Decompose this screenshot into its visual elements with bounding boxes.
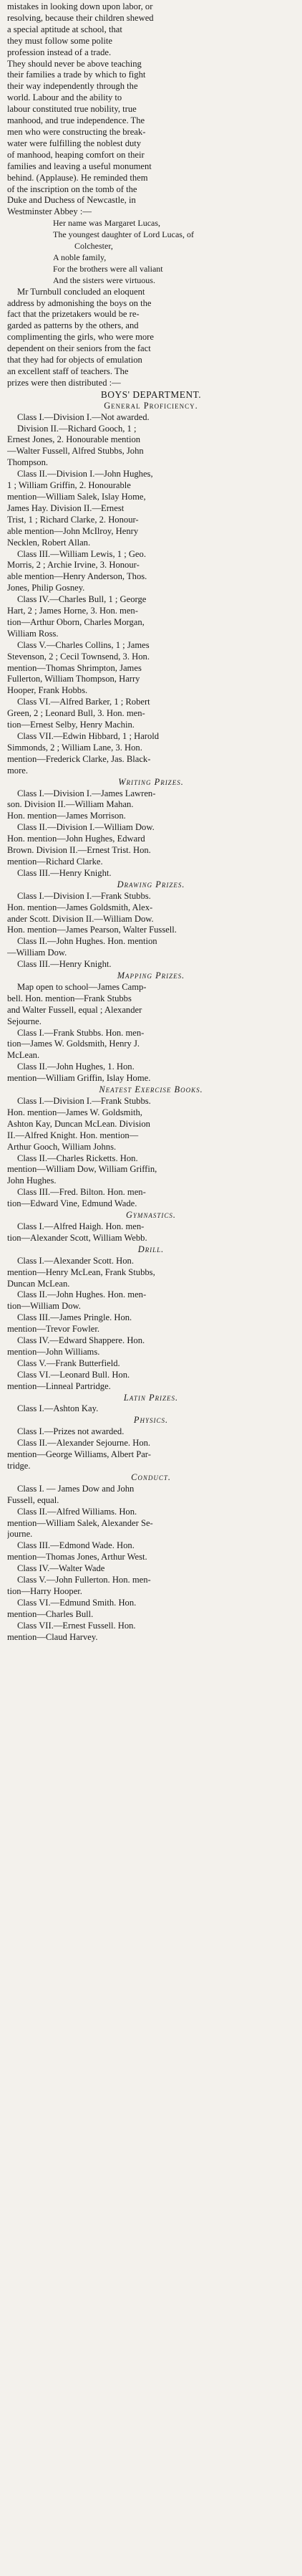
text-line: Class II.—Alexander Sejourne. Hon. <box>17 1438 151 1449</box>
text-line: Class II.—Alfred Williams. Hon. <box>17 1506 137 1517</box>
text-line: Class II.—John Hughes. Hon. men- <box>17 1289 147 1300</box>
text-line: men who were constructing the break- <box>7 126 146 137</box>
text-line: manhood, and true independence. The <box>7 115 145 126</box>
text-line: tion—Ernest Selby, Henry Machin. <box>7 720 135 730</box>
text-line: Class I.—Frank Stubbs. Hon. men- <box>17 1027 145 1038</box>
text-line: Class III.—Fred. Bilton. Hon. men- <box>17 1187 146 1198</box>
text-line: Class II.—Division I.—William Dow. <box>17 822 155 833</box>
text-line: tion—Alexander Scott, William Webb. <box>7 1232 147 1243</box>
text-line: of the inscription on the tomb of the <box>7 183 137 194</box>
text-line: Hon. mention—James Pearson, Walter Fussell. <box>7 925 177 935</box>
text-line: their families a trade by which to fight <box>7 70 146 80</box>
text-line: prizes were then distributed :— <box>7 377 121 388</box>
text-line: Ashton Kay, Duncan McLean. Division <box>7 1118 150 1129</box>
text-line: mention—John Williams. <box>7 1346 100 1357</box>
text-line: Class I.—Prizes not awarded. <box>17 1426 125 1437</box>
text-line: Hon. mention—James W. Goldsmith, <box>7 1107 142 1117</box>
text-line: Class III.—Henry Knight. <box>17 959 112 970</box>
text-line: and Walter Fussell, equal ; Alexander <box>7 1004 142 1015</box>
text-line: Class I.—Division I.—Frank Stubbs. <box>17 890 151 901</box>
text-line: Class I.—Division I.—Frank Stubbs. <box>17 1096 151 1106</box>
text-line: more. <box>7 765 29 776</box>
text-line: tion—Harry Hooper. <box>7 1585 82 1596</box>
text-line: Thompson. <box>7 457 49 468</box>
text-line: Class V.—Frank Butterfield. <box>17 1358 120 1368</box>
text-line: Duncan McLean. <box>7 1278 70 1289</box>
text-line: bell. Hon. mention—Frank Stubbs <box>7 993 132 1003</box>
text-line: able mention—Henry Anderson, Thos. <box>7 571 147 582</box>
text-line: mention—Frederick Clarke, Jas. Black- <box>7 753 151 764</box>
subsection-heading: General Proficiency. <box>104 400 198 411</box>
text-line: garded as patterns by the others, and <box>7 320 139 331</box>
text-line: Stevenson, 2 ; Cecil Townsend, 3. Hon. <box>7 651 150 662</box>
text-line: mention—Claud Harvey. <box>7 1631 98 1642</box>
text-line: McLean. <box>7 1050 40 1061</box>
text-line: Class VII.—Edwin Hibbard, 1 ; Harold <box>17 731 160 741</box>
text-line: mention—Thomas Jones, Arthur West. <box>7 1552 147 1563</box>
text-line: tion—James W. Goldsmith, Henry J. <box>7 1039 140 1049</box>
text-line: John Hughes. <box>7 1175 57 1186</box>
text-line: son. Division II.—William Mahan. <box>7 799 134 810</box>
text-line: Brown. Division II.—Ernest Trist. Hon. <box>7 845 151 856</box>
text-line: Necklen, Robert Allan. <box>7 537 91 548</box>
text-line: Sejourne. <box>7 1016 42 1026</box>
text-line: And the sisters were virtuous. <box>53 275 155 285</box>
text-line: Class I.—Alexander Scott. Hon. <box>17 1255 134 1266</box>
text-line: Class III.—James Pringle. Hon. <box>17 1312 132 1323</box>
text-line: mention—Charles Bull. <box>7 1608 94 1619</box>
text-line: Her name was Margaret Lucas, <box>53 218 161 229</box>
text-line: profession instead of a trade. <box>7 47 112 57</box>
text-line: families and leaving a useful monument <box>7 161 152 171</box>
text-line: Class V.—Charles Collins, 1 ; James <box>17 639 150 650</box>
text-line: For the brothers were all valiant <box>53 263 163 274</box>
text-line: Hooper, Frank Hobbs. <box>7 685 88 696</box>
text-line: fact that the prizetakers would be re- <box>7 309 140 320</box>
text-line: James Hay. Division II.—Ernest <box>7 502 125 513</box>
text-line: A noble family, <box>53 252 107 262</box>
text-line: Class III.—William Lewis, 1 ; Geo. <box>17 548 146 559</box>
text-line: —Walter Fussell, Alfred Stubbs, John <box>7 446 144 457</box>
text-line: —William Dow. <box>7 948 67 958</box>
subsection-heading: Drawing Prizes. <box>117 879 185 889</box>
text-line: Simmonds, 2 ; William Lane, 3. Hon. <box>7 742 142 753</box>
text-line: mention—Trevor Fowler. <box>7 1324 99 1335</box>
text-line: an excellent staff of teachers. The <box>7 366 129 376</box>
text-line: Class IV.—Walter Wade <box>17 1563 105 1574</box>
text-line: Class IV.—Charles Bull, 1 ; George <box>17 594 147 605</box>
text-line: Class I.—Alfred Haigh. Hon. men- <box>17 1221 145 1231</box>
text-line: a special aptitude at school, that <box>7 24 122 34</box>
text-line: Class IV.—Edward Shappere. Hon. <box>17 1335 145 1346</box>
text-line: Westminster Abbey :— <box>7 206 92 217</box>
subsection-heading: Mapping Prizes. <box>117 970 185 981</box>
text-line: Green, 2 ; Leonard Bull, 3. Hon. men- <box>7 708 145 719</box>
text-line: They should never be above teaching <box>7 58 142 69</box>
text-line: mention—William Salek, Islay Home, <box>7 491 146 502</box>
text-line: complimenting the girls, who were more <box>7 332 154 343</box>
text-line: ander Scott. Division II.—William Dow. <box>7 913 154 924</box>
text-line: mention—Henry McLean, Frank Stubbs, <box>7 1266 155 1277</box>
text-line: mistakes in looking down upon labor, or <box>7 1 153 11</box>
text-line: Class I. — James Dow and John <box>17 1483 135 1494</box>
text-line: mention—Linneal Partridge. <box>7 1380 111 1391</box>
text-line: address by admonishing the boys on the <box>7 297 152 308</box>
text-line: Class II.—Division I.—John Hughes, <box>17 469 153 480</box>
text-line: mention—William Dow, William Griffin, <box>7 1164 157 1175</box>
text-line: 1 ; William Griffin, 2. Honourable <box>7 480 131 491</box>
text-line: labour constituted true nobility, true <box>7 104 137 115</box>
text-line: William Ross. <box>7 628 59 639</box>
text-line: tridge. <box>7 1461 31 1471</box>
subsection-heading: Physics. <box>133 1415 169 1426</box>
text-line: able mention—John McIlroy, Henry <box>7 525 139 536</box>
text-line: Fullerton, William Thompson, Harry <box>7 674 140 684</box>
text-line: tion—Arthur Oborn, Charles Morgan, <box>7 616 145 627</box>
text-line: world. Labour and the ability to <box>7 92 122 103</box>
text-line: Class VI.—Leonard Bull. Hon. <box>17 1369 130 1380</box>
text-line: Hon. mention—John Hughes, Edward <box>7 834 145 844</box>
text-line: II.—Alfred Knight. Hon. mention— <box>7 1130 139 1140</box>
text-line: mention—Richard Clarke. <box>7 856 103 867</box>
text-line: resolving, because their children shewed <box>7 12 154 23</box>
text-line: mention—William Griffin, Islay Home. <box>7 1073 151 1084</box>
text-line: mention—George Williams, Albert Par- <box>7 1449 151 1460</box>
text-line: mention—William Salek, Alexander Se- <box>7 1517 153 1528</box>
section-heading: BOYS' DEPARTMENT. <box>100 388 202 400</box>
text-line: Jones, Philip Gosney. <box>7 583 85 593</box>
text-line: that they had for objects of emulation <box>7 355 142 366</box>
subsection-heading: Neatest Exercise Books. <box>99 1084 203 1095</box>
text-line: Class V.—John Fullerton. Hon. men- <box>17 1575 151 1585</box>
text-line: Class I.—Division I.—Not awarded. <box>17 411 150 422</box>
text-line: Class VII.—Ernest Fussell. Hon. <box>17 1620 136 1631</box>
subsection-heading: Writing Prizes. <box>118 776 184 787</box>
text-line: Division II.—Richard Gooch, 1 ; <box>17 423 137 434</box>
text-line: water were fulfilling the noblest duty <box>7 138 142 148</box>
text-line: dependent on their seniors from the fact <box>7 343 151 354</box>
text-line: Ernest Jones, 2. Honourable mention <box>7 434 141 445</box>
text-line: Class III.—Edmond Wade. Hon. <box>17 1540 135 1551</box>
text-line: Class I.—Ashton Kay. <box>17 1403 99 1414</box>
text-line: Arthur Gooch, William Johns. <box>7 1141 117 1152</box>
text-line: Fussell, equal. <box>7 1494 59 1505</box>
subsection-heading: Drill. <box>137 1244 165 1254</box>
text-line: Class II.—John Hughes. Hon. mention <box>17 936 157 947</box>
text-line: tion—Edward Vine, Edmund Wade. <box>7 1198 137 1209</box>
text-line: Morris, 2 ; Archie Irvine, 3. Honour- <box>7 560 140 571</box>
text-line: their way independently through the <box>7 81 138 92</box>
text-line: Class VI.—Edmund Smith. Hon. <box>17 1597 137 1608</box>
text-line: Class III.—Henry Knight. <box>17 867 112 878</box>
text-line: Mr Turnbull concluded an eloquent <box>17 286 145 297</box>
subsection-heading: Conduct. <box>131 1471 171 1482</box>
text-line: they must follow some polite <box>7 35 112 46</box>
text-line: tion—William Dow. <box>7 1301 81 1312</box>
text-line: behind. (Applause). He reminded them <box>7 172 148 183</box>
text-line: mention—Thomas Shrimpton, James <box>7 662 142 673</box>
text-line: Map open to school—James Camp- <box>17 981 147 992</box>
text-line: Colchester, <box>74 241 113 252</box>
subsection-heading: Latin Prizes. <box>123 1392 179 1403</box>
subsection-heading: Gymnastics. <box>125 1210 177 1221</box>
text-line: Class II.—John Hughes, 1. Hon. <box>17 1062 135 1072</box>
text-line: Class I.—Division I.—James Lawren- <box>17 788 156 798</box>
text-line: Class VI.—Alfred Barker, 1 ; Robert <box>17 697 150 707</box>
text-line: journe. <box>7 1529 33 1540</box>
text-line: of manhood, heaping comfort on their <box>7 149 145 160</box>
text-line: Trist, 1 ; Richard Clarke, 2. Honour- <box>7 514 139 525</box>
text-line: Duke and Duchess of Newcastle, in <box>7 195 136 206</box>
text-line: Class II.—Charles Ricketts. Hon. <box>17 1153 138 1163</box>
text-line: Hon. mention—James Morrison. <box>7 811 126 821</box>
text-line: The youngest daughter of Lord Lucas, of <box>53 229 194 240</box>
text-line: Hart, 2 ; James Horne, 3. Hon. men- <box>7 606 138 616</box>
text-line: Hon. mention—James Goldsmith, Alex- <box>7 902 153 912</box>
